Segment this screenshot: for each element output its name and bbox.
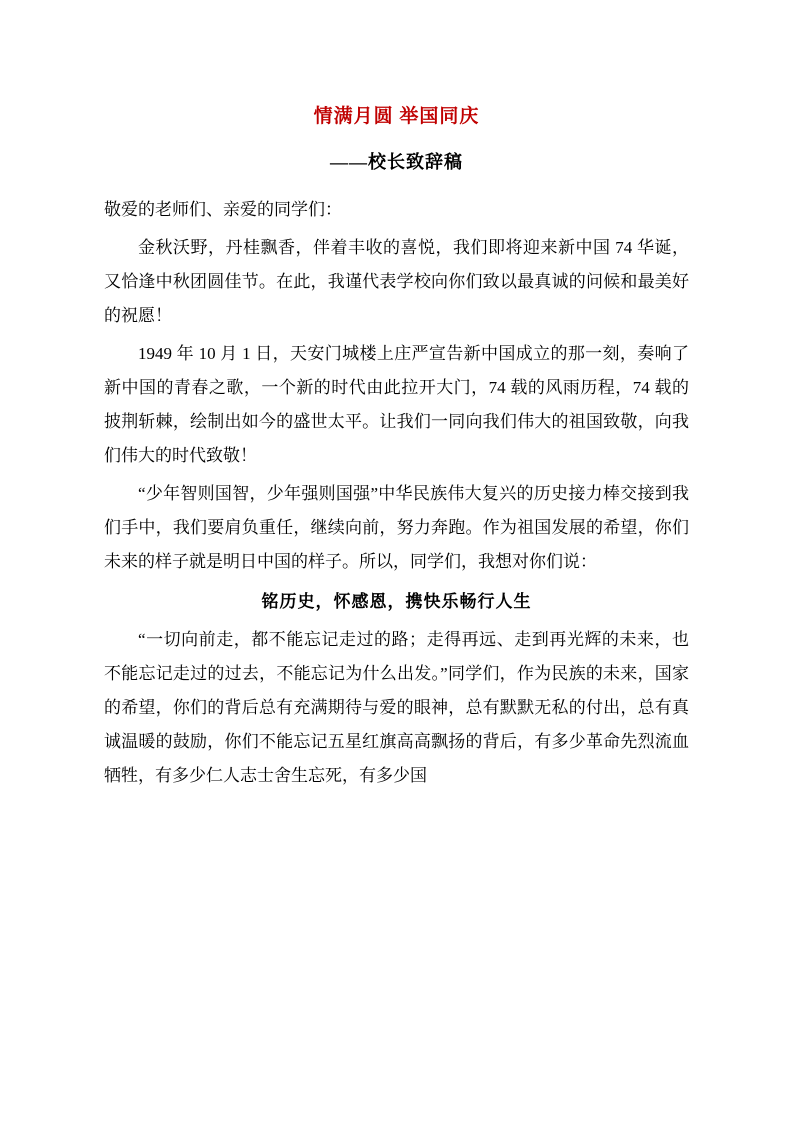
body-paragraph-2: 1949 年 10 月 1 日，天安门城楼上庄严宣告新中国成立的那一刻，奏响了新中国的青春之歌，一个新的时代由此拉开大门，74 载的风雨历程，74 载的披荆斩棘，绘制出如今的盛世太平。让我们一同向我们伟大的祖国致敬，向我们伟大的时代致敬！ (104, 344, 689, 466)
body-paragraph-1: 金秋沃野，丹桂飘香，伴着丰收的喜悦，我们即将迎来新中国 74 华诞，又恰逢中秋团圆佳节。在此，我谨代表学校向你们致以最真诚的问候和最美好的祝愿！ (104, 238, 689, 326)
page-title: 情满月圆 举国同庆 (313, 106, 480, 127)
body-paragraph-3: “少年智则国智，少年强则国强”中华民族伟大复兴的历史接力棒交接到我们手中，我们要肩负重任，继续向前，努力奔跑。作为祖国发展的希望，你们未来的样子就是明日中国的样子。所以，同学们，我想对你们说： (104, 484, 689, 572)
body-paragraph-4: “一切向前走，都不能忘记走过的路；走得再远、走到再光辉的未来，也不能忘记走过的过去，不能忘记为什么出发。”同学们，作为民族的未来，国家的希望，你们的背后总有充满期待与爱的眼神，总有默默无私的付出，总有真诚温暖的鼓励，你们不能忘记五星红旗高高飘扬的背后，有多少革命先烈流血牺牲，有多少仁人志士舍生忘死，有多少国 (104, 630, 689, 786)
page-subtitle: ——校长致辞稿 (330, 152, 463, 173)
salutation-line: 敬爱的老师们、亲爱的同学们： (104, 200, 342, 220)
section-heading: 铭历史，怀感恩，携快乐畅行人生 (261, 592, 532, 612)
